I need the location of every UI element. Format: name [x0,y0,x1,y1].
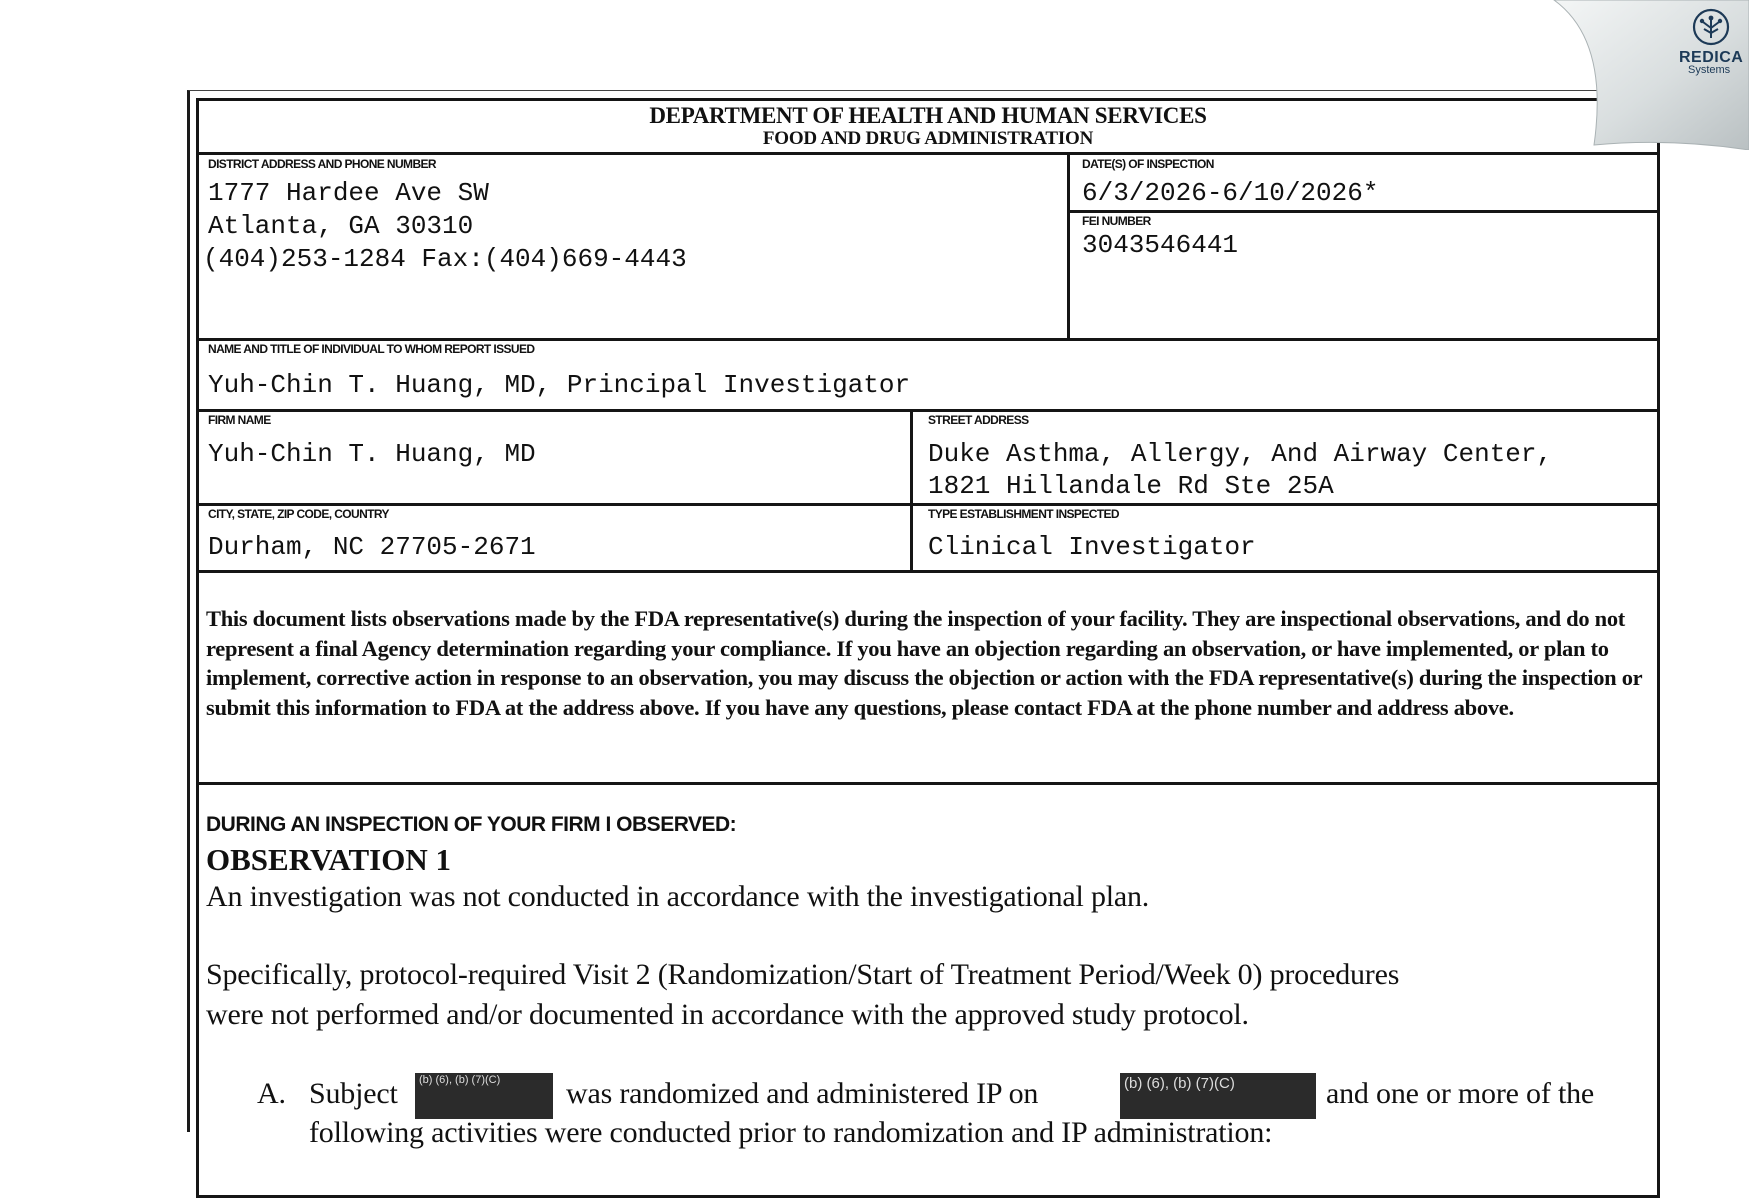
notice-paragraph: This document lists observations made by the FDA representative(s) during the inspection of your facility. They are inspectional observations, and do not represent a final Agency determination regarding your compliance. If you have an objection regarding an observation, or have implemented, or plan to implement, corrective action in response to an observation, you may discuss the objection or action with the FDA representative(s) during the inspection or submit this information to FDA at the address above. If you have any questions, please contact FDA at the phone number and address above. [206,606,1642,720]
item-a-subject: Subject [309,1077,398,1110]
district-address-line1: 1777 Hardee Ave SW [208,178,489,208]
individual-label: NAME AND TITLE OF INDIVIDUAL TO WHOM REPORT ISSUED [208,342,535,356]
redaction-box [1120,1073,1316,1119]
inspection-dates-label: DATE(S) OF INSPECTION [1082,157,1214,171]
fei-value: 3043546441 [1082,230,1239,260]
agency-title: FOOD AND DRUG ADMINISTRATION [762,128,1094,149]
inspection-dates-value: 6/3/2026-6/10/2026* [1082,178,1379,208]
city-label: CITY, STATE, ZIP CODE, COUNTRY [208,507,389,521]
firm-name-value: Yuh-Chin T. Huang, MD [208,439,536,469]
item-a-end: and one or more of the [1326,1077,1595,1110]
divider [196,503,1660,506]
divider [196,409,1660,412]
divider [196,338,1660,341]
establishment-label: TYPE ESTABLISHMENT INSPECTED [928,507,1119,521]
divider [196,152,1660,155]
individual-value: Yuh-Chin T. Huang, MD, Principal Investigator [208,370,911,400]
observation-detail-line1: Specifically, protocol-required Visit 2 (Randomization/Start of Treatment Period/Week 0) procedures [206,958,1400,991]
logo-name: REDICA [1679,49,1744,66]
divider [196,570,1660,573]
divider [910,409,913,573]
redaction-box [415,1073,553,1119]
redaction-code: (b) (6), (b) (7)(C) [419,1074,501,1086]
divider [196,782,1660,785]
redica-logo-icon [1692,8,1730,46]
observed-heading: DURING AN INSPECTION OF YOUR FIRM I OBSERVED: [206,813,737,836]
observation-detail-line2: were not performed and/or documented in accordance with the approved study protocol. [206,998,1249,1031]
department-title: DEPARTMENT OF HEALTH AND HUMAN SERVICES [649,103,1207,128]
fei-label: FEI NUMBER [1082,214,1151,228]
form-header [196,98,1660,154]
street-address-line2: 1821 Hillandale Rd Ste 25A [928,471,1334,501]
district-address-line2: Atlanta, GA 30310 [208,211,474,241]
establishment-value: Clinical Investigator [928,532,1256,562]
item-a-middle: was randomized and administered IP on [566,1077,1039,1110]
street-address-line1: Duke Asthma, Allergy, And Airway Center, [928,439,1553,469]
district-label: DISTRICT ADDRESS AND PHONE NUMBER [208,157,436,171]
street-address-label: STREET ADDRESS [928,413,1029,427]
observation-title: OBSERVATION 1 [206,842,451,877]
observation-summary: An investigation was not conducted in accordance with the investigational plan. [206,880,1150,913]
item-a-marker: A. [257,1077,286,1110]
firm-name-label: FIRM NAME [208,413,271,427]
city-value: Durham, NC 27705-2671 [208,532,536,562]
divider [1067,210,1660,213]
district-phone: (404)253-1284 Fax:(404)669-4443 [203,244,687,274]
logo-subtitle: Systems [1688,64,1731,76]
redaction-code: (b) (6), (b) (7)(C) [1124,1075,1235,1092]
divider [1067,152,1070,340]
item-a-line2: following activities were conducted prior to randomization and IP administration: [309,1116,1273,1149]
